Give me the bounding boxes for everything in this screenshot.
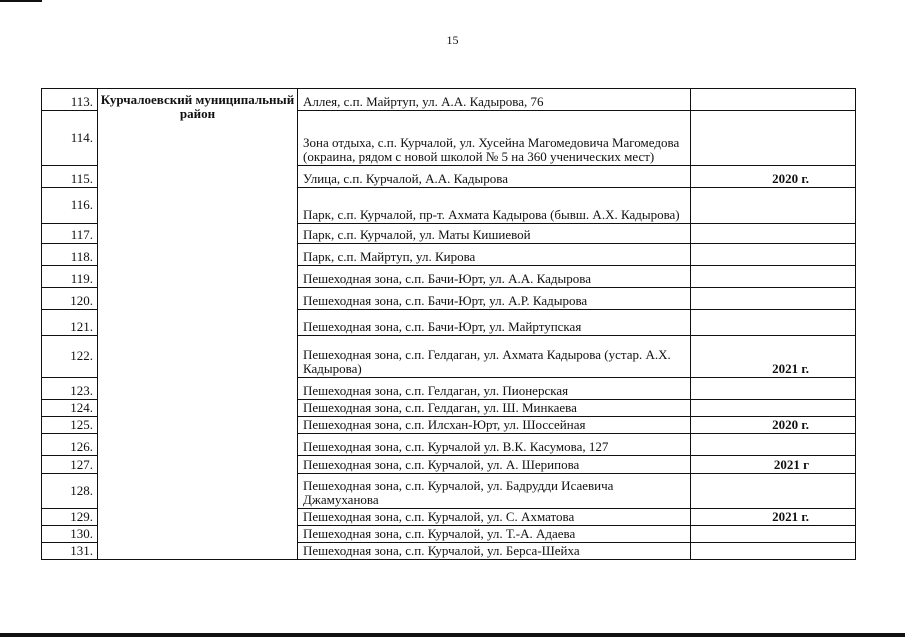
- district-name: Курчалоевский муниципальный район: [98, 89, 298, 560]
- place-description: Парк, с.п. Курчалой, пр-т. Ахмата Кадырова (бывш. А.Х. Кадырова): [298, 188, 691, 224]
- row-number: 121.: [42, 310, 98, 336]
- year-cell: [691, 188, 856, 224]
- place-description: Пешеходная зона, с.п. Курчалой ул. В.К. Касумова, 127: [298, 434, 691, 456]
- table-row: [42, 89, 856, 111]
- year-cell: [691, 526, 856, 543]
- year-cell: [691, 288, 856, 310]
- place-description: Пешеходная зона, с.п. Илсхан-Юрт, ул. Шоссейная: [298, 417, 691, 434]
- year-cell: 2021 г.: [691, 509, 856, 526]
- row-number: 131.: [42, 543, 98, 560]
- year-cell: [691, 266, 856, 288]
- year-cell: [691, 543, 856, 560]
- place-description: Пешеходная зона, с.п. Курчалой, ул. Берса-Шейха: [298, 543, 691, 560]
- year-cell: [691, 244, 856, 266]
- objects-table: [41, 88, 856, 560]
- row-number: 114.: [42, 111, 98, 166]
- year-cell: [691, 434, 856, 456]
- year-cell: [691, 89, 856, 111]
- year-cell: 2020 г.: [691, 417, 856, 434]
- year-cell: [691, 111, 856, 166]
- year-cell: 2021 г.: [691, 336, 856, 378]
- place-description: Зона отдыха, с.п. Курчалой, ул. Хусейна Магомедовича Магомедова (окраина, рядом с новой школой № 5 на 360 ученических мест): [298, 111, 691, 166]
- row-number: 128.: [42, 474, 98, 509]
- place-description: Пешеходная зона, с.п. Курчалой, ул. Бадрудди Исаевича Джамуханова: [298, 474, 691, 509]
- row-number: 126.: [42, 434, 98, 456]
- page-number: 15: [446, 33, 459, 47]
- place-description: Пешеходная зона, с.п. Бачи-Юрт, ул. А.А. Кадырова: [298, 266, 691, 288]
- year-cell: [691, 400, 856, 417]
- row-number: 130.: [42, 526, 98, 543]
- place-description: Пешеходная зона, с.п. Гелдаган, ул. Ахмата Кадырова (устар. А.Х. Кадырова): [298, 336, 691, 378]
- bottom-edge-rule: [0, 633, 905, 637]
- place-description: Пешеходная зона, с.п. Курчалой, ул. Т.-А. Адаева: [298, 526, 691, 543]
- year-cell: [691, 224, 856, 244]
- row-number: 124.: [42, 400, 98, 417]
- year-cell: 2020 г.: [691, 166, 856, 188]
- place-description: Пешеходная зона, с.п. Гелдаган, ул. Ш. Минкаева: [298, 400, 691, 417]
- place-description: Пешеходная зона, с.п. Бачи-Юрт, ул. А.Р. Кадырова: [298, 288, 691, 310]
- place-description: Пешеходная зона, с.п. Гелдаган, ул. Пионерская: [298, 378, 691, 400]
- row-number: 115.: [42, 166, 98, 188]
- top-edge-rule: [0, 0, 42, 2]
- row-number: 125.: [42, 417, 98, 434]
- year-cell: [691, 378, 856, 400]
- place-description: Парк, с.п. Курчалой, ул. Маты Кишиевой: [298, 224, 691, 244]
- year-cell: [691, 474, 856, 509]
- row-number: 116.: [42, 188, 98, 224]
- row-number: 122.: [42, 336, 98, 378]
- place-description: Аллея, с.п. Майртуп, ул. А.А. Кадырова, 76: [298, 89, 691, 111]
- year-cell: 2021 г: [691, 456, 856, 474]
- row-number: 127.: [42, 456, 98, 474]
- row-number: 123.: [42, 378, 98, 400]
- row-number: 119.: [42, 266, 98, 288]
- row-number: 113.: [42, 89, 98, 111]
- place-description: Пешеходная зона, с.п. Курчалой, ул. С. Ахматова: [298, 509, 691, 526]
- row-number: 117.: [42, 224, 98, 244]
- place-description: Пешеходная зона, с.п. Курчалой, ул. А. Шерипова: [298, 456, 691, 474]
- row-number: 129.: [42, 509, 98, 526]
- row-number: 118.: [42, 244, 98, 266]
- place-description: Пешеходная зона, с.п. Бачи-Юрт, ул. Майртупская: [298, 310, 691, 336]
- place-description: Парк, с.п. Майртуп, ул. Кирова: [298, 244, 691, 266]
- place-description: Улица, с.п. Курчалой, А.А. Кадырова: [298, 166, 691, 188]
- year-cell: [691, 310, 856, 336]
- row-number: 120.: [42, 288, 98, 310]
